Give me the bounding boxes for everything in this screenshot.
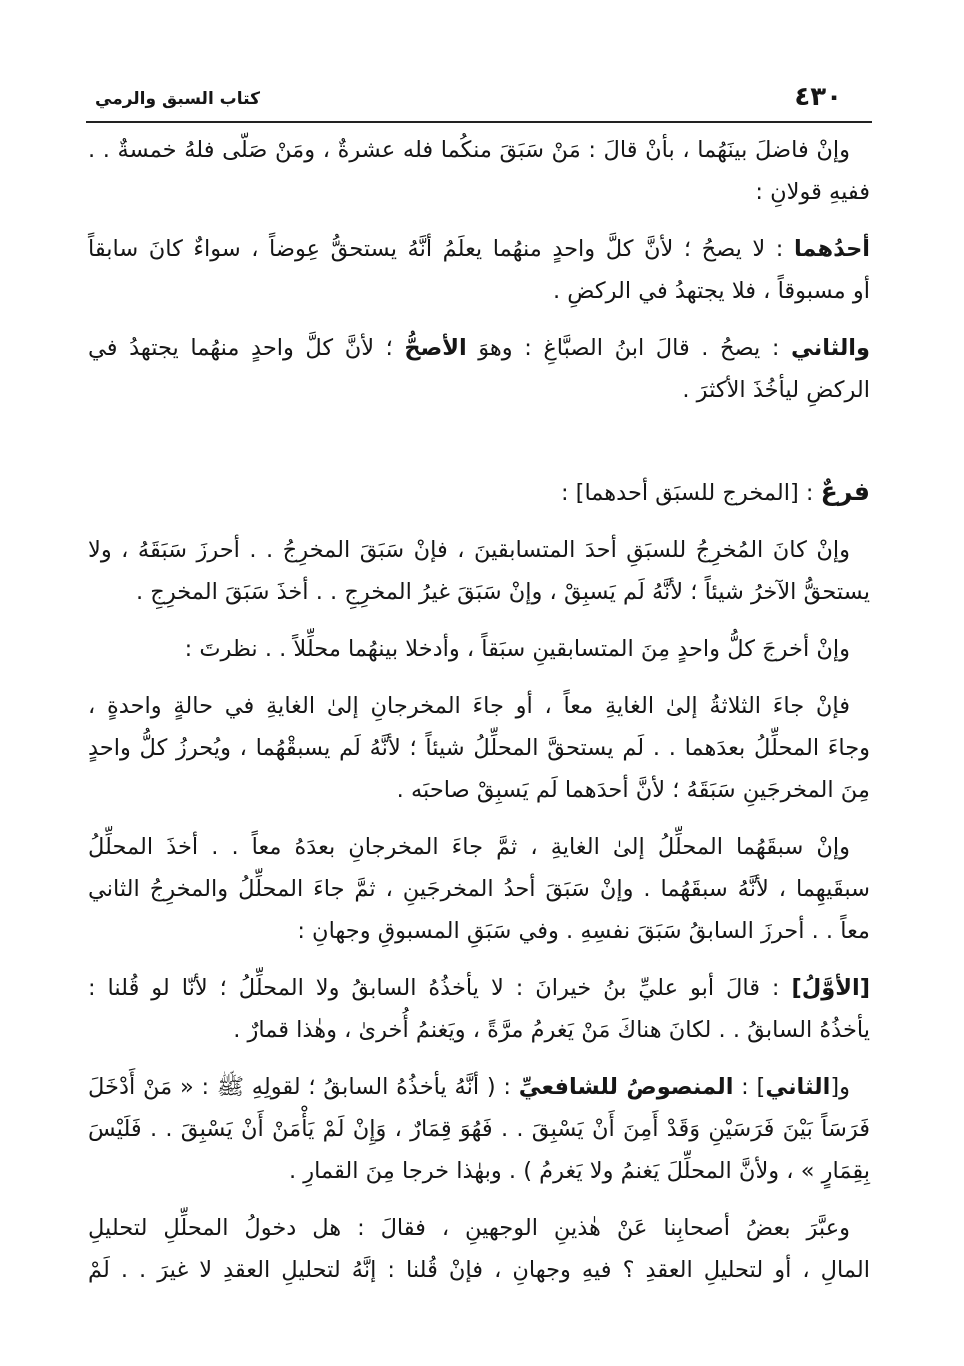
bold-term: فرعٌ (820, 477, 870, 506)
line-text: بِقِمَارٍ » ، ولأنَّ المحلِّلَ يَغنمُ ولا يَغرمُ ) . وبهٰذا خرجا مِنَ القمارِ . (288, 1158, 870, 1184)
paragraph (88, 628, 870, 670)
bold-term: المنصوصُ للشافعيِّ (518, 1074, 734, 1100)
paragraph (88, 529, 870, 613)
text-line (88, 1108, 870, 1150)
line-text: و[ (830, 1074, 850, 1100)
line-text: يستحقُّ الآخرُ شيئاً ؛ لأنَّهُ لَم يَسبِقْ ، وإنْ سَبَقَ غيرُ المخرِجِ . . أخذَ سَبَقَ المخرِجِ . (136, 579, 870, 605)
text-line (88, 868, 870, 910)
text-line (88, 270, 870, 312)
text-line (88, 327, 870, 369)
bold-term: والثاني (791, 335, 870, 361)
line-text: وإنْ أخرجَ كلُّ واحدٍ مِنَ المتسابقينِ سبَقاً ، وأدخلا بينهُما محلِّلاً . . نظرتَ : (184, 636, 850, 662)
line-text: : قالَ أبو عليِّ بنُ خيرانَ : لا يأخذُهُ السابقُ ولا المحلِّلُ ؛ لأنّا لو قُلنا : (88, 975, 792, 1001)
line-text: ] : (733, 1074, 766, 1100)
line-text: : [المخرج للسبَق أحدهما] : (560, 480, 821, 506)
page-body (88, 129, 870, 1291)
line-text: وإنْ فاضلَ بينَهُما ، بأنْ قالَ : مَنْ سَبَقَ منكُما فله عشرةٌ ، ومَنْ صَلّى فلهُ خمسةٌ . . (88, 137, 850, 163)
line-text: سبقَيهِما ، لأنَّهُ سبقَهُما . وإنْ سَبَقَ أحدُ المخرجَينِ ، ثمَّ جاءَ المحلِّلُ والمخرِجُ الثاني (88, 876, 870, 902)
text-line (88, 1009, 870, 1051)
header-rule (86, 121, 872, 123)
line-text: وجاءَ المحلِّلُ بعدَهما . . لَم يستحقَّ المحلِّلُ شيئاً ؛ لأنَّهُ لَم يسبقْهُما ، ويُحرزُ كلُّ واحدٍ (88, 735, 870, 761)
text-line (88, 628, 870, 670)
paragraph (88, 327, 870, 411)
paragraph (88, 967, 870, 1051)
line-text: أو مسبوقاً ، فلا يجتهدُ في الركضِ . (553, 278, 870, 304)
paragraph (88, 1207, 870, 1291)
line-text: يأخذُهُ السابقُ . . لكانَ هناكَ مَنْ يَغرمُ مرَّةً ، ويَغنمُ أُخرىٰ ، وهٰذا قمارٌ . (233, 1017, 870, 1043)
line-text: الركضِ ليأخُذَ الأكثرَ . (682, 377, 870, 403)
text-line (88, 826, 870, 868)
text-line (88, 228, 870, 270)
line-text: ؛ لأنَّ كلَّ واحدٍ منهُما يجتهدُ في (88, 335, 405, 361)
text-line (88, 685, 870, 727)
text-line (88, 1150, 870, 1192)
bold-term: الأصحُّ (404, 335, 467, 361)
bold-term: أحدُهما (793, 236, 870, 262)
page-number: ٤٣٠ (794, 82, 842, 112)
line-text: وعبَّرَ بعضُ أصحابِنا عَنْ هٰذينِ الوجهينِ ، فقالَ : هل دخولُ المحلِّلِ لتحليلِ (88, 1215, 850, 1241)
text-line (88, 1066, 870, 1108)
text-line (88, 369, 870, 411)
section (88, 471, 870, 514)
bold-term: [الأوَّلُ] (791, 975, 870, 1001)
line-text: وإنْ كانَ المُخرِجُ للسبَقِ أحدَ المتسابقينَ ، فإنْ سَبَقَ المخرِجُ . . أحرزَ سَبَقَهُ ، ولا (88, 537, 850, 563)
text-line (88, 171, 870, 213)
text-line (88, 967, 870, 1009)
paragraph (88, 129, 870, 213)
line-text: ففيهِ قولانِ : (755, 179, 870, 205)
text-line (88, 769, 870, 811)
paragraph (88, 685, 870, 811)
running-title: كتاب السبق والرمي (95, 89, 260, 109)
text-line (88, 129, 870, 171)
line-text: فإنْ جاءَ الثلاثةُ إلىٰ الغايةِ معاً ، أو جاءَ المخرجانِ إلىٰ الغايةِ في حالةٍ واحدةٍ ، (88, 693, 850, 719)
line-text: مِنَ المخرجَينِ سَبَقَهُ ؛ لأنَّ أحدَهما لَم يَسبِقْ صاحبَه . (396, 777, 870, 803)
section-heading (88, 471, 870, 514)
line-text: معاً . . أحرزَ السابقُ سَبَقَ نفسِهِ . وفي سَبَقِ المسبوقِ وجهانِ : (297, 918, 870, 944)
text-line (88, 727, 870, 769)
text-line (88, 571, 870, 613)
text-line (88, 1207, 870, 1249)
paragraph (88, 1066, 870, 1192)
text-line (88, 1249, 870, 1291)
bold-term: الثاني (765, 1074, 831, 1100)
paragraph (88, 826, 870, 952)
text-line (88, 529, 870, 571)
line-text: المالِ ، أو لتحليلِ العقدِ ؟ فيهِ وجهانِ ، فإنْ قُلنا : إنَّهُ لتحليلِ العقدِ لا غيرَ . . لَمْ (88, 1257, 870, 1283)
line-text: : لا يصحُ ؛ لأنَّ كلَّ واحدٍ منهُما يعلَمُ أنَّهُ يستحقُّ عِوضاً ، سواءٌ كانَ سابقاً (88, 236, 794, 262)
line-text: : يصحُ . قالَ ابنُ الصبَّاغِ : وهوَ (466, 335, 791, 361)
line-text: وإنْ سبقَهُما المحلِّلُ إلىٰ الغايةِ ، ثمَّ جاءَ المخرجانِ بعدَهُ معاً . . أخذَ المحلِّلُ (88, 834, 850, 860)
text-line (88, 910, 870, 952)
paragraph (88, 228, 870, 312)
line-text: : ( أنَّهُ يأخذُهُ السابقُ ؛ لقولِهِ ﷺ : « مَنْ أَدْخَلَ (88, 1074, 519, 1100)
line-text: فَرَسَاً بَيْنَ فَرَسَيْنِ وَقَدْ أَمِنَ أَنْ يَسْبِقَ . . فَهُوَ قِمَارٌ ، وَإِنْ لَمْ يَأْمَنْ أَنْ يَسْبِقَ . . فَلَيْسَ (88, 1116, 870, 1142)
